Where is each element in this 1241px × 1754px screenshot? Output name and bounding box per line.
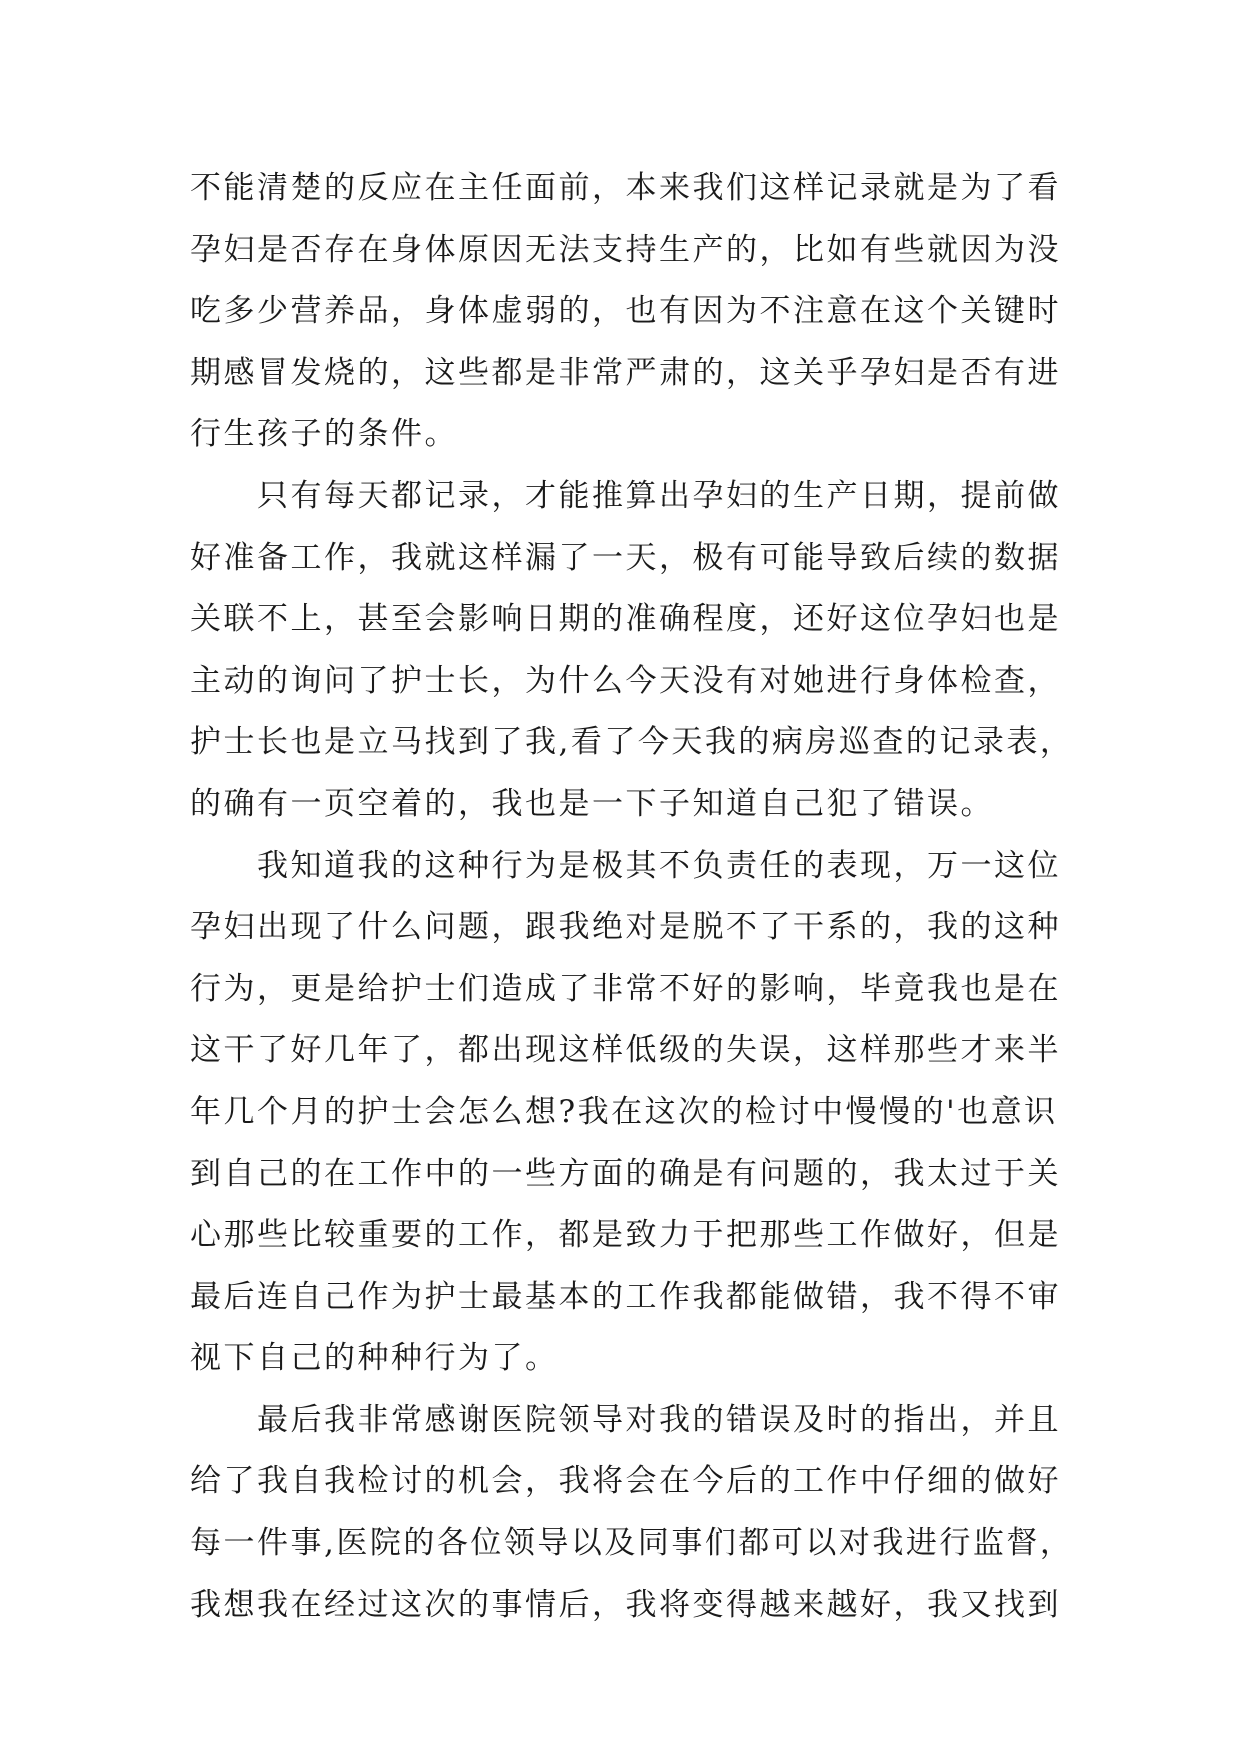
text-line: 每一件事,医院的各位领导以及同事们都可以对我进行监督， [190,1525,1074,1562]
text-line: 不能清楚的反应在主任面前，本来我们这样记录就是为了看 [190,170,1061,206]
text-line: 我知道我的这种行为是极其不负责任的表现，万一这位 [190,847,1061,884]
text-line: 到自己的在工作中的一些方面的确是有问题的，我太过于关 [190,1155,1061,1192]
text-line: 我想我在经过这次的事情后，我将变得越来越好，我又找到 [190,1586,1061,1623]
text-line: 好准备工作，我就这样漏了一天，极有可能导致后续的数据 [190,539,1061,576]
text-line: 最后我非常感谢医院领导对我的错误及时的指出，并且 [190,1401,1061,1438]
text-line: 孕妇是否存在身体原因无法支持生产的，比如有些就因为没 [190,231,1061,268]
text-line: 心那些比较重要的工作，都是致力于把那些工作做好，但是 [190,1217,1061,1254]
body-text [190,158,1074,1636]
text-line: 只有每天都记录，才能推算出孕妇的生产日期，提前做 [190,477,1061,514]
text-line: 主动的询问了护士长，为什么今天没有对她进行身体检查， [190,662,1061,699]
text-line: 的确有一页空着的，我也是一下子知道自己犯了错误。 [190,785,994,822]
text-line: 最后连自己作为护士最基本的工作我都能做错，我不得不审 [190,1278,1061,1315]
text-line: 期感冒发烧的，这些都是非常严肃的，这关乎孕妇是否有进 [190,354,1061,391]
text-line: 孕妇出现了什么问题，跟我绝对是脱不了干系的，我的这种 [190,909,1061,946]
text-line: 吃多少营养品，身体虚弱的，也有因为不注意在这个关键时 [190,293,1061,330]
text-line: 行生孩子的条件。 [190,416,458,453]
text-line: 年几个月的护士会怎么想?我在这次的检讨中慢慢的'也意识 [190,1093,1058,1130]
text-line: 这干了好几年了，都出现这样低级的失误，这样那些才来半 [190,1032,1061,1069]
text-line: 视下自己的种种行为了。 [190,1340,559,1377]
text-line: 给了我自我检讨的机会，我将会在今后的工作中仔细的做好 [190,1463,1061,1500]
text-line: 护士长也是立马找到了我,看了今天我的病房巡查的记录表， [190,724,1074,761]
text-line: 行为，更是给护士们造成了非常不好的影响，毕竟我也是在 [190,970,1061,1007]
text-line: 关联不上，甚至会影响日期的准确程度，还好这位孕妇也是 [190,601,1061,638]
